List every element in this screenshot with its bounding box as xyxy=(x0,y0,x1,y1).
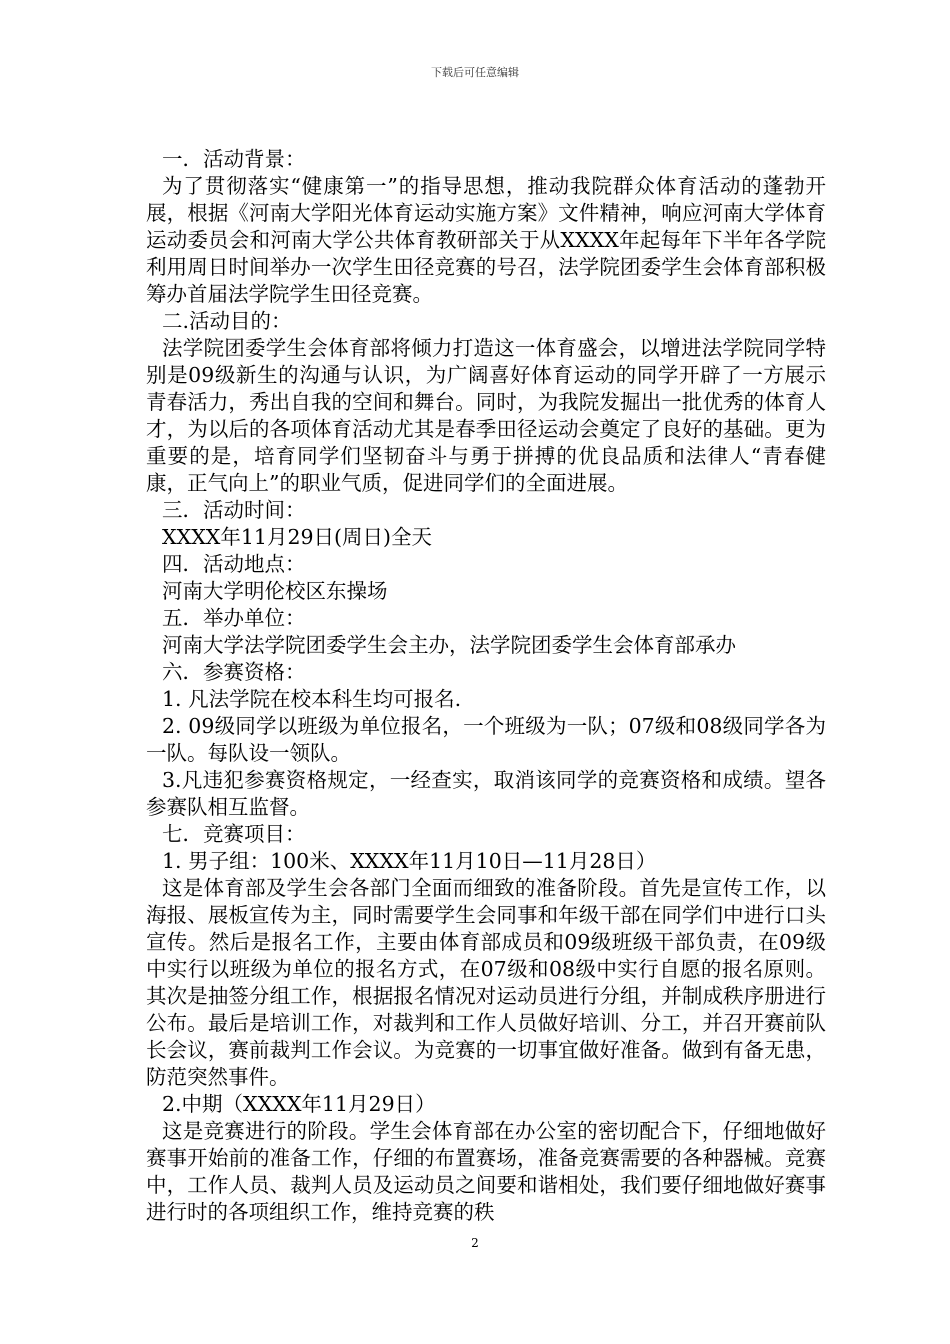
list-item-eligibility-2: 2. 09级同学以班级为单位报名，一个班级为一队；07级和08级同学各为一队。每队设一领队。 xyxy=(146,714,826,765)
page-number: 2 xyxy=(471,1236,479,1250)
list-item-eligibility-1: 1. 凡法学院在校本科生均可报名. xyxy=(162,687,462,711)
paragraph-preparation: 这是体育部及学生会各部门全面而细致的准备阶段。首先是宣传工作，以海报、展板宣传为主，同时需要学生会同事和年级干部在同学们中进行口头宣传。然后是报名工作，主要由体育部成员和09级班级干部负责，在09级中实行以班级为单位的报名方式，在07级和08级中实行自愿的报名原则。其次是抽签分组工作，根据报名情况对运动员进行分组，并制成秩序册进行公布。最后是培训工作，对裁判和工作人员做好培训、分工，并召开赛前队长会议，赛前裁判工作会议。为竞赛的一切事宜做好准备。做到有备无患，防范突然事件。 xyxy=(146,876,826,1089)
section-heading-time: 三．活动时间： xyxy=(162,498,306,522)
paragraph-location: 河南大学明伦校区东操场 xyxy=(162,579,388,603)
section-heading-purpose: 二.活动目的： xyxy=(162,309,292,333)
header-note: 下载后可任意编辑 xyxy=(431,66,519,79)
document-body xyxy=(146,146,826,1226)
section-heading-background: 一．活动背景： xyxy=(162,147,306,171)
section-heading-events: 七．竞赛项目： xyxy=(162,822,306,846)
section-heading-eligibility: 六．参赛资格： xyxy=(162,660,306,684)
section-heading-location: 四．活动地点： xyxy=(162,552,306,576)
paragraph-purpose: 法学院团委学生会体育部将倾力打造这一体育盛会，以增进法学院同学特别是09级新生的沟通与认识，为广阔喜好体育运动的同学开辟了一方展示青春活力，秀出自我的空间和舞台。同时，为我院发掘出一批优秀的体育人才，为以后的各项体育活动尤其是春季田径运动会奠定了良好的基础。更为重要的是，培育同学们坚韧奋斗与勇于拼搏的优良品质和法律人“青春健康，正气向上”的职业气质，促进同学们的全面进展。 xyxy=(146,336,826,495)
paragraph-time: XXXX年11月29日(周日)全天 xyxy=(162,525,433,549)
section-heading-organizer: 五．举办单位： xyxy=(162,606,306,630)
list-item-eligibility-3: 3.凡违犯参赛资格规定，一经查实，取消该同学的竞赛资格和成绩。望各参赛队相互监督。 xyxy=(146,768,826,819)
list-item-midterm: 2.中期（XXXX年11月29日） xyxy=(162,1092,436,1116)
paragraph-background: 为了贯彻落实“健康第一”的指导思想，推动我院群众体育活动的蓬勃开展，根据《河南大学阳光体育运动实施方案》文件精神，响应河南大学体育运动委员会和河南大学公共体育教研部关于从XXXX年起每年下半年各学院利用周日时间举办一次学生田径竞赛的号召，法学院团委学生会体育部积极筹办首届法学院学生田径竞赛。 xyxy=(146,174,826,306)
paragraph-midterm: 这是竞赛进行的阶段。学生会体育部在办公室的密切配合下，仔细地做好赛事开始前的准备工作，仔细的布置赛场，准备竞赛需要的各种器械。竞赛中，工作人员、裁判人员及运动员之间要和谐相处，我们要仔细地做好赛事进行时的各项组织工作，维持竞赛的秩 xyxy=(146,1119,826,1224)
list-item-events-1: 1. 男子组：100米、XXXX年11月10日—11月28日） xyxy=(162,849,657,873)
paragraph-organizer: 河南大学法学院团委学生会主办，法学院团委学生会体育部承办 xyxy=(162,633,736,657)
